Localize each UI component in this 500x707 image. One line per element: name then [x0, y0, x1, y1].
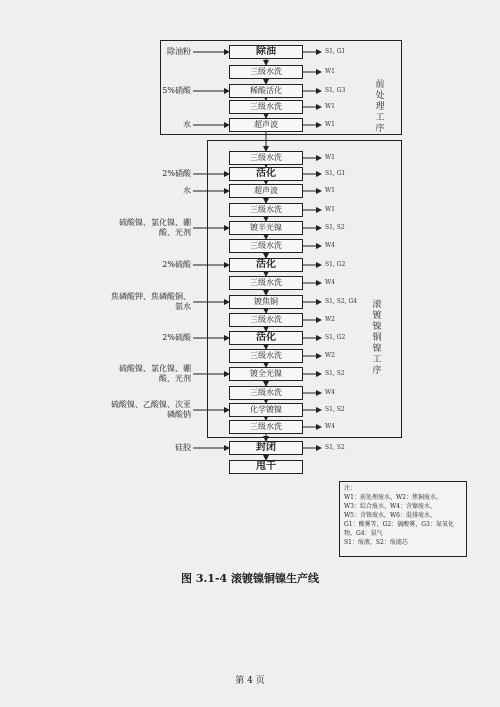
emission-label: S1, G3: [325, 87, 346, 94]
emission-label: S1, S2: [325, 370, 345, 377]
legend-line: 物，G4：氨气: [344, 530, 383, 537]
process-step: 三级水洗: [229, 276, 303, 290]
legend-line: W3：综合废水，W4：含镍废水，: [344, 503, 436, 510]
legend-line: W1：前处理废水，W2：焦铜废水，: [344, 494, 442, 501]
legend-line: 注：: [344, 485, 357, 492]
pretreatment-label: 前处理工序: [375, 80, 385, 134]
page-number: 第 4 页: [235, 676, 265, 686]
input-material: 2%硝酸: [162, 169, 191, 178]
process-step: 三级水洗: [229, 313, 303, 327]
process-step: 三级水洗: [229, 100, 303, 114]
emission-label: W1: [325, 68, 335, 75]
process-step: 三级水洗: [229, 239, 303, 253]
emission-label: W1: [325, 154, 335, 161]
emission-label: W4: [325, 279, 335, 286]
input-material: 水: [183, 120, 191, 129]
input-material: 除油粉: [167, 47, 191, 56]
input-material: 5%硝酸: [162, 86, 191, 95]
process-step: 活化: [229, 167, 303, 181]
emission-label: S1, G1: [325, 48, 346, 55]
figure-caption: 图 3.1-4 滚镀镍铜镍生产线: [180, 572, 319, 585]
process-step: 超声波: [229, 118, 303, 132]
process-step: 活化: [229, 331, 303, 345]
emission-label: W2: [325, 316, 335, 323]
process-step: 三级水洗: [229, 349, 303, 363]
process-step: 三级水洗: [229, 203, 303, 217]
process-step: 活化: [229, 258, 303, 272]
input-material: 硫酸镍、氯化镍、硼酸、光剂: [119, 218, 191, 237]
emission-label: W1: [325, 121, 335, 128]
process-step: 三级水洗: [229, 151, 303, 165]
emission-label: S1, S2: [325, 444, 345, 451]
emission-label: S1, G1: [325, 170, 346, 177]
emission-label: W1: [325, 103, 335, 110]
input-material: 硫酸镍、氯化镍、硼酸、光剂: [119, 364, 191, 383]
input-material: 硫酸镍、乙酸镍、次亚磷酸钠: [111, 400, 191, 419]
input-material: 硅胶: [175, 443, 191, 452]
legend-line: W5：含铬废水，W6：混排废水，: [344, 512, 436, 519]
process-step: 三级水洗: [229, 386, 303, 400]
input-material: 2%硫酸: [162, 260, 191, 269]
emission-label: W1: [325, 187, 335, 194]
legend-box: [339, 481, 467, 557]
emission-label: W4: [325, 423, 335, 430]
process-step: 化学镀镍: [229, 403, 303, 417]
process-step: 镀全光镍: [229, 367, 303, 381]
emission-label: W4: [325, 389, 335, 396]
legend-line: G1：酸雾等，G2：硫酸雾，G3：氮氧化: [344, 521, 454, 528]
emission-label: W2: [325, 352, 335, 359]
emission-label: S1, G2: [325, 261, 346, 268]
process-step: 三级水洗: [229, 65, 303, 79]
emission-label: W1: [325, 206, 335, 213]
process-step: 镀焦铜: [229, 295, 303, 309]
process-step: 镀半光镍: [229, 221, 303, 235]
process-step: 超声波: [229, 184, 303, 198]
emission-label: S1, S2: [325, 224, 345, 231]
input-material: 焦磷酸钾、焦磷酸铜、氨水: [111, 292, 191, 311]
input-material: 水: [183, 186, 191, 195]
process-step: 稀酸活化: [229, 84, 303, 98]
emission-label: S1, S2, G4: [325, 298, 358, 305]
input-material: 2%硫酸: [162, 333, 191, 342]
process-step: 封闭: [229, 441, 303, 455]
emission-label: S1, S2: [325, 406, 345, 413]
plating-label: 滚镀镍铜镍工序: [372, 300, 382, 376]
process-step: 甩干: [229, 460, 303, 474]
process-step: 除油: [229, 45, 303, 59]
emission-label: S1, G2: [325, 334, 346, 341]
process-step: 三级水洗: [229, 420, 303, 434]
emission-label: W4: [325, 242, 335, 249]
legend-line: S1：废液，S2：废滤芯: [344, 539, 408, 546]
